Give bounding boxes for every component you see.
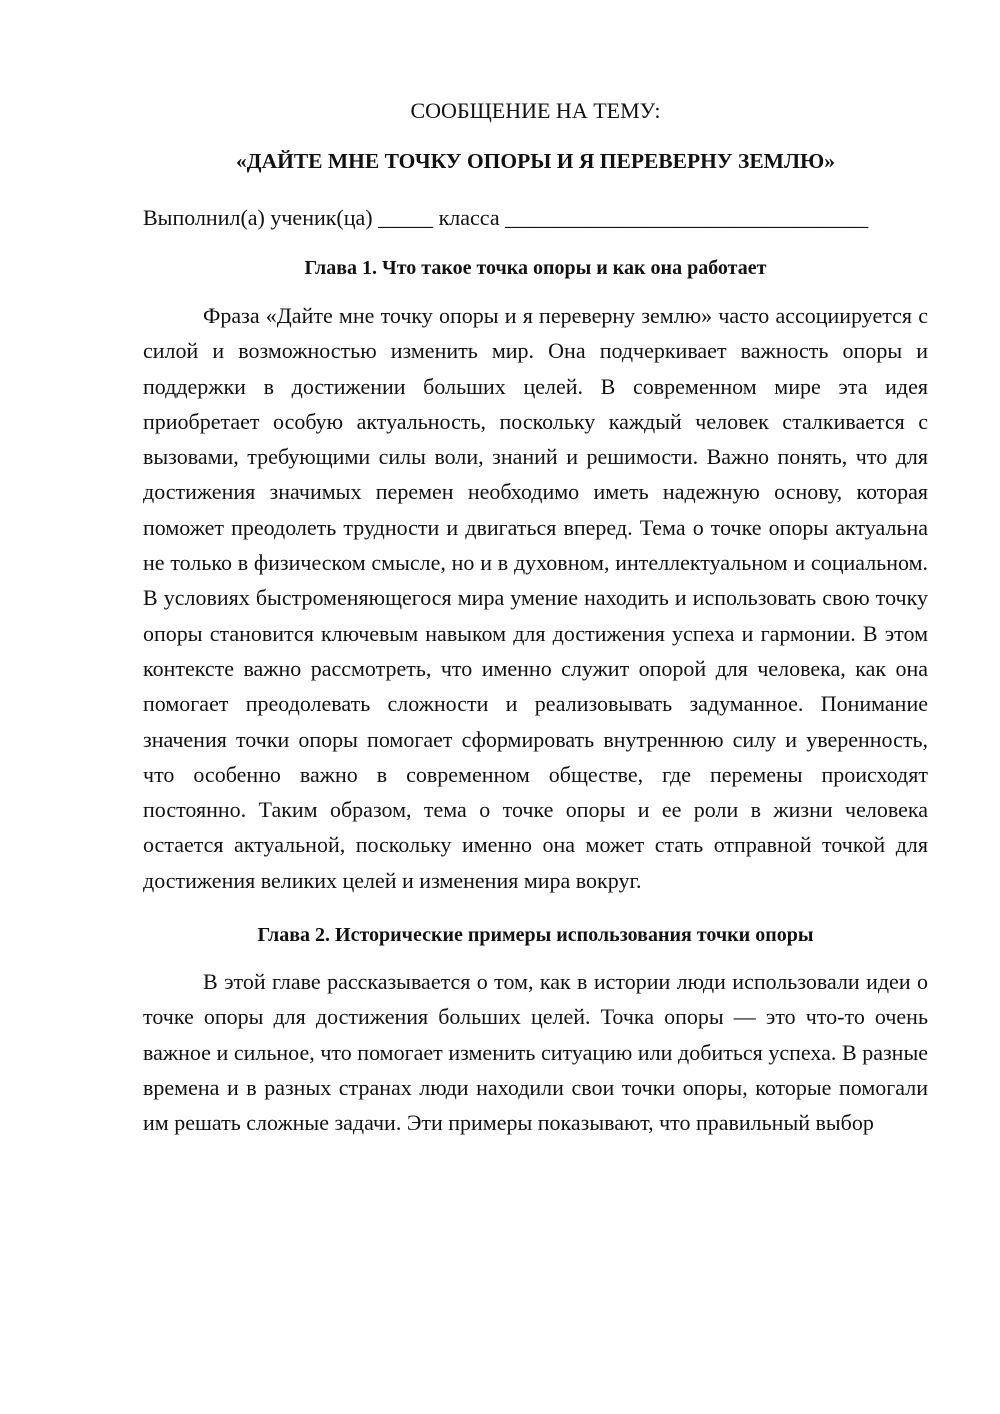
chapter-2-heading: Глава 2. Исторические примеры использования точки опоры xyxy=(257,924,814,947)
chapter-1-text: Фраза «Дайте мне точку опоры и я переверну землю» часто ассоциируется с силой и возможностью изменить мир. Она подчеркивает важность опоры и поддержки в достижении больших целей. В современном мире эта идея приобретает особую актуальность, поскольку каждый человек сталкивается с вызовами, требующими силы воли, знаний и решимости. Важно понять, что для достижения значимых перемен необходимо иметь надежную основу, которая поможет преодолеть трудности и двигаться вперед. Тема о точке опоры актуальна не только в физическом смысле, но и в духовном, интеллектуальном и социальном. В условиях быстроменяющегося мира умение находить и использовать свою точку опоры становится ключевым навыком для достижения успеха и гармонии. В этом контексте важно рассмотреть, что именно служит опорой для человека, как она помогает преодолевать сложности и реализовывать задуманное. Понимание значения точки опоры помогает сформировать внутреннюю силу и уверенность, что особенно важно в современном обществе, где перемены происходят постоянно. Таким образом, тема о точке опоры и ее роли в жизни человека остается актуальной, поскольку именно она может стать отправной точкой для достижения великих целей и изменения мира вокруг. xyxy=(143,303,928,893)
subject-line: СООБЩЕНИЕ НА ТЕМУ: xyxy=(410,98,661,123)
student-line: Выполнил(а) ученик(ца) _____ класса _________________________________ xyxy=(143,205,869,230)
document-title: «ДАЙТЕ МНЕ ТОЧКУ ОПОРЫ И Я ПЕРЕВЕРНУ ЗЕМЛЮ» xyxy=(236,149,835,173)
document-page xyxy=(143,92,928,1175)
chapter-1-heading: Глава 1. Что такое точка опоры и как она работает xyxy=(304,257,767,279)
chapter-2-text: В этой главе рассказывается о том, как в истории люди использовали идеи о точке опоры для достижения больших целей. Точка опоры — это что-то очень важное и сильное, что помогает изменить ситуацию или добиться успеха. В разные времена и в разных странах люди находили свои точки опоры, которые помогали им решать сложные задачи. Эти примеры показывают, что правильный выбор xyxy=(143,969,928,1136)
